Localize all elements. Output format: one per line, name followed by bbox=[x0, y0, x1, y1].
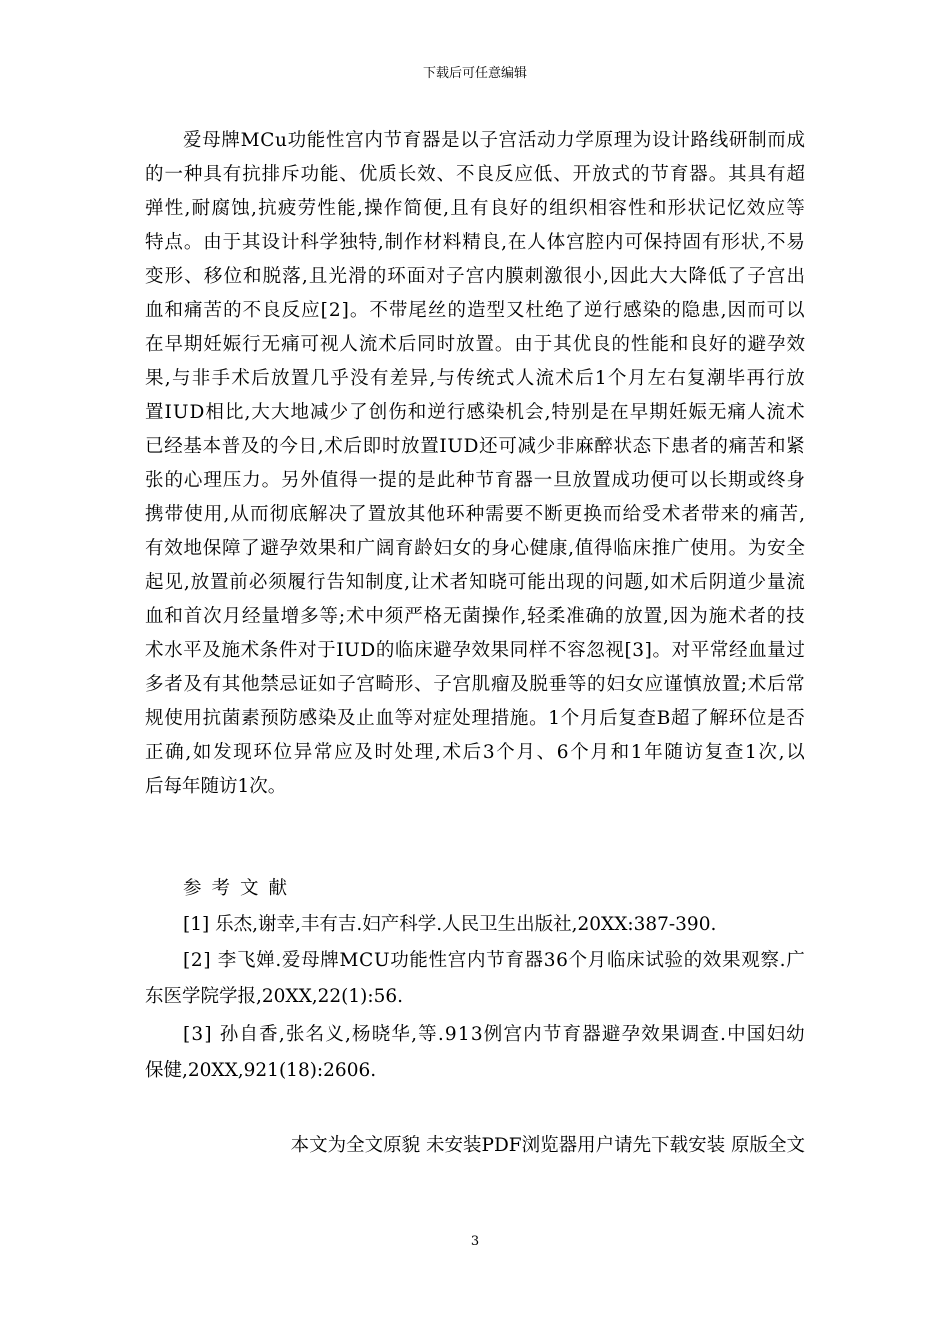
paragraph-line: 的 一 种 具 有 抗 排 斥 功 能 、 优 质 长 效 、 不 良 反 应 低 、 开 放 式 的 节 育 器 。 其 具 有 超 bbox=[145, 164, 805, 185]
paragraph-line: 术 水 平 及 施 术 条 件 对 于 I U D 的 临 床 避 孕 效 果 同 样 不 容 忽 视 [ 3 ] 。 对 平 常 经 血 量 过 bbox=[145, 640, 805, 661]
paragraph-line: 在 早 期 妊 娠 行 无 痛 可 视 人 流 术 后 同 时 放 置 。 由 于 其 优 良 的 性 能 和 良 好 的 避 孕 效 bbox=[145, 334, 805, 355]
paragraph-line: 已 经 基 本 普 及 的 今 日 , 术 后 即 时 放 置 I U D 还 可 减 少 非 麻 醉 状 态 下 患 者 的 痛 苦 和 紧 bbox=[145, 436, 805, 457]
paragraph-line: 起 见 , 放 置 前 必 须 履 行 告 知 制 度 , 让 术 者 知 晓 可 能 出 现 的 问 题 , 如 术 后 阴 道 少 量 流 bbox=[145, 572, 805, 593]
page-number: 3 bbox=[470, 1234, 480, 1249]
reference-item: [1] 乐杰,谢幸,丰有吉.妇产科学.人民卫生出版社,20XX:387-390. bbox=[183, 914, 717, 935]
paragraph-line: 弹 性 , 耐 腐 蚀 , 抗 疲 劳 性 能 , 操 作 简 便 , 且 有 良 好 的 组 织 相 容 性 和 形 状 记 忆 效 应 等 bbox=[145, 198, 805, 219]
paragraph-line: 爱 母 牌 M C u 功 能 性 宫 内 节 育 器 是 以 子 宫 活 动 力 学 原 理 为 设 计 路 线 研 制 而 成 bbox=[183, 130, 805, 151]
paragraph-line: 后每年随访1次。 bbox=[145, 776, 287, 797]
references-heading: 参考文献 bbox=[183, 878, 298, 899]
paragraph-line: 血 和 首 次 月 经 量 增 多 等 ; 术 中 须 严 格 无 菌 操 作 , 轻 柔 准 确 的 放 置 , 因 为 施 术 者 的 技 bbox=[145, 606, 805, 627]
paragraph-line: 张 的 心 理 压 力 。 另 外 值 得 一 提 的 是 此 种 节 育 器 一 旦 放 置 成 功 便 可 以 长 期 或 终 身 bbox=[145, 470, 805, 491]
paragraph-line: 携 带 使 用 , 从 而 彻 底 解 决 了 置 放 其 他 环 种 需 要 不 断 更 换 而 给 受 术 者 带 来 的 痛 苦 , bbox=[145, 504, 805, 525]
paragraph-line: 多 者 及 有 其 他 禁 忌 证 如 子 宫 畸 形 、 子 宫 肌 瘤 及 脱 垂 等 的 妇 女 应 谨 慎 放 置 ; 术 后 常 bbox=[145, 674, 805, 695]
page-header: 下载后可任意编辑 bbox=[422, 66, 527, 81]
reference-item: [ 2 ] 李 飞 婵 . 爱 母 牌 M C U 功 能 性 宫 内 节 育 器 3 6 个 月 临 床 试 验 的 效 果 观 察 . 广 bbox=[183, 950, 805, 971]
paragraph-line: 正 确 , 如 发 现 环 位 异 常 应 及 时 处 理 , 术 后 3 个 月 、 6 个 月 和 1 年 随 访 复 查 1 次 , 以 bbox=[145, 742, 805, 763]
reference-item: [ 3 ] 孙 自 香 , 张 名 义 , 杨 晓 华 , 等 . 9 1 3 例 宫 内 节 育 器 避 孕 效 果 调 查 . 中 国 妇 幼 bbox=[183, 1024, 805, 1045]
download-notice: 本文为全文原貌 未安装PDF浏览器用户请先下载安装 原版全文 bbox=[290, 1135, 805, 1156]
reference-item-continuation: 东医学院学报,20XX,22(1):56. bbox=[145, 986, 404, 1007]
paragraph-line: 变 形 、 移 位 和 脱 落 , 且 光 滑 的 环 面 对 子 宫 内 膜 刺 激 很 小 , 因 此 大 大 降 低 了 子 宫 出 bbox=[145, 266, 805, 287]
paragraph-line: 置 I U D 相 比 , 大 大 地 减 少 了 创 伤 和 逆 行 感 染 机 会 , 特 别 是 在 早 期 妊 娠 无 痛 人 流 术 bbox=[145, 402, 805, 423]
reference-item-continuation: 保健,20XX,921(18):2606. bbox=[145, 1060, 377, 1081]
paragraph-line: 血 和 痛 苦 的 不 良 反 应 [ 2 ] 。 不 带 尾 丝 的 造 型 又 杜 绝 了 逆 行 感 染 的 隐 患 , 因 而 可 以 bbox=[145, 300, 805, 321]
paragraph-line: 规 使 用 抗 菌 素 预 防 感 染 及 止 血 等 对 症 处 理 措 施 。 1 个 月 后 复 查 B 超 了 解 环 位 是 否 bbox=[145, 708, 805, 729]
paragraph-line: 果 , 与 非 手 术 后 放 置 几 乎 没 有 差 异 , 与 传 统 式 人 流 术 后 1 个 月 左 右 复 潮 毕 再 行 放 bbox=[145, 368, 805, 389]
paragraph-line: 特 点 。 由 于 其 设 计 科 学 独 特 , 制 作 材 料 精 良 , 在 人 体 宫 腔 内 可 保 持 固 有 形 状 , 不 易 bbox=[145, 232, 805, 253]
paragraph-line: 有 效 地 保 障 了 避 孕 效 果 和 广 阔 育 龄 妇 女 的 身 心 健 康 , 值 得 临 床 推 广 使 用 。 为 安 全 bbox=[145, 538, 805, 559]
